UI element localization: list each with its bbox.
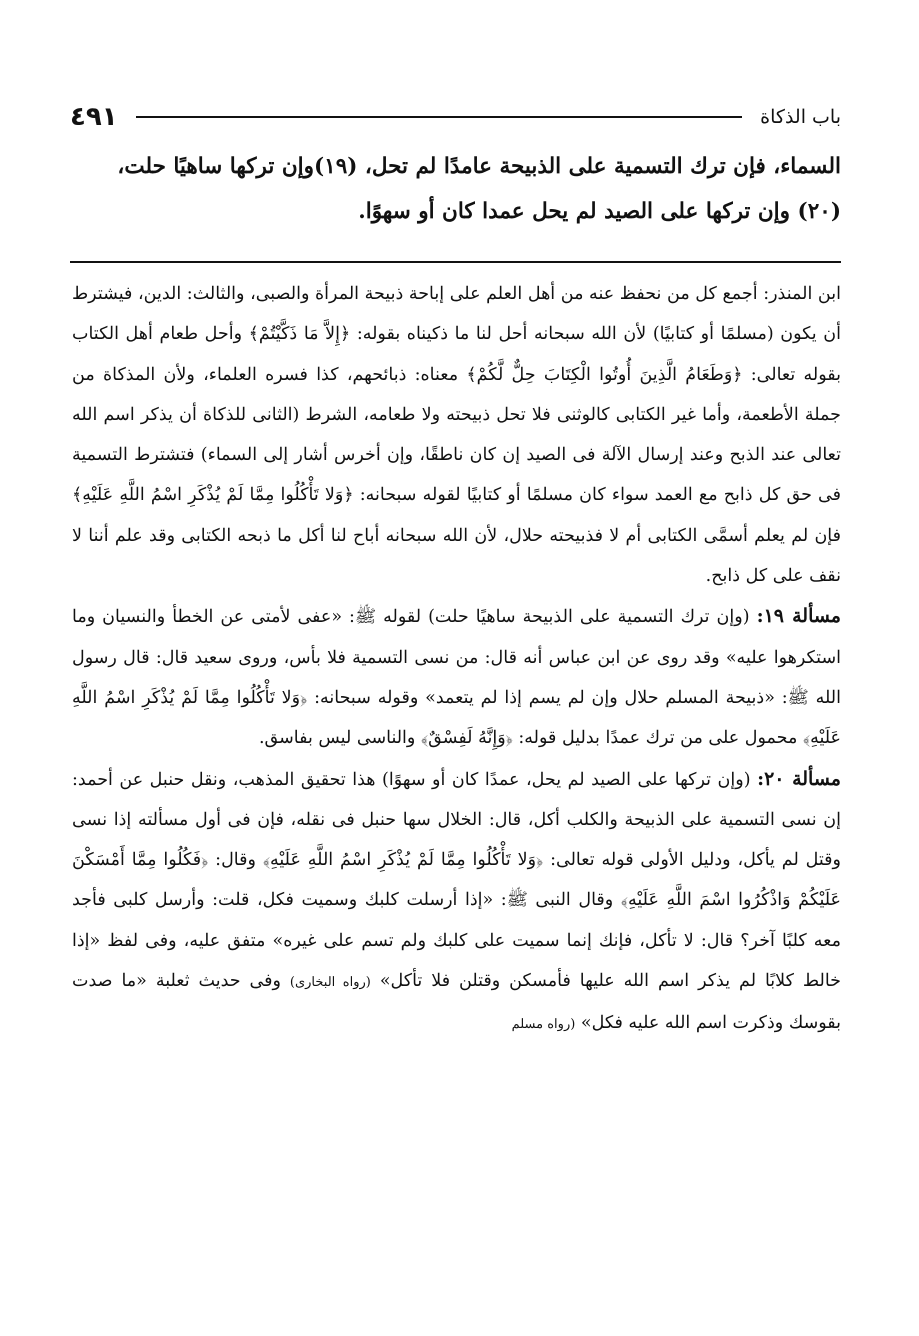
masala-20-text-continued: وفى حديث ثعلبة «ما صدت بقوسك وذكرت اسم الله عليه فكل» xyxy=(72,971,841,1034)
masala-20-text: (وإن تركها على الصيد لم يحل، عمدًا كان أو سهوًا) هذا تحقيق المذهب، ونقل حنبل عن أحمد: إن نسى التسمية على الذبيحة والكلب أكل، قال: الخلال سها حنبل فى نقله، فإن فى أول مسألته إذا نسى وقتل لم يأكل، ودليل الأولى قوله تعالى: ﴿وَلا تَأْكُلُوا مِمَّا لَمْ يُذْكَرِ اسْمُ اللَّهِ عَلَيْهِ﴾ وقال: ﴿فَكُلُوا مِمَّا أَمْسَكْنَ عَلَيْكُمْ وَاذْكُرُوا اسْمَ اللَّهِ عَلَيْهِ﴾ وقال النبى ﷺ: «إذا أرسلت كلبك وسميت فكل، قلت: وأرسل كلبى فأجد معه كلبًا آخر؟ قال: لا تأكل، فإنك إنما سميت على كلبك ولم تسم على غيره» متفق عليه، وفى لفظ «إذا خالط كلابًا لم يذكر اسم الله عليها فأمسكن وقتلن فلا تأكل» xyxy=(72,769,841,992)
masala-19-label: مسألة ١٩: xyxy=(756,605,841,628)
header-rule xyxy=(136,116,743,118)
main-text-line-2: (٢٠) وإن تركها على الصيد لم يحل عمدا كان أو سهوًا. xyxy=(358,199,841,224)
main-text xyxy=(72,144,841,234)
page-number: ٤٩١ xyxy=(70,102,118,132)
text-separator-rule xyxy=(70,261,841,263)
masala-19-paragraph xyxy=(72,596,841,758)
main-text-line-1: السماء، فإن ترك التسمية على الذبيحة عامدًا لم تحل، (١٩)وإن تركها ساهيًا حلت، xyxy=(117,154,841,179)
masala-20-label: مسألة ٢٠: xyxy=(757,767,841,790)
hadith-source-bukhari: (رواه البخارى) xyxy=(289,975,371,991)
hadith-source-muslim: (رواه مسلم xyxy=(511,1017,576,1033)
running-header xyxy=(70,100,841,134)
chapter-title: باب الذكاة xyxy=(760,106,841,128)
commentary-paragraph: ابن المنذر: أجمع كل من نحفظ عنه من أهل العلم على إباحة ذبيحة المرأة والصبى، والثالث: الدين، فيشترط أن يكون (مسلمًا أو كتابيًا) لأن الله سبحانه أحل لنا ما ذكيناه بقوله: ﴿إِلاَّ مَا ذَكَّيْتُمْ﴾ وأحل طعام أهل الكتاب بقوله تعالى: ﴿وَطَعَامُ الَّذِينَ أُوتُوا الْكِتَابَ حِلٌّ لَّكُمْ﴾ معناه: ذبائحهم، كذا فسره العلماء، ولأن المذكاة من جملة الأطعمة، وأما غير الكتابى كالوثنى فلا تحل ذبيحته ولا طعامه، الشرط (الثانى للذكاة أن يذكر اسم الله تعالى عند الذبح وعند إرسال الآلة فى الصيد إن كان ناطقًا، وإن أخرس أشار إلى السماء) فتشترط التسمية فى حق كل ذابح مع العمد سواء كان مسلمًا أو كتابيًا لقوله سبحانه: ﴿وَلا تَأْكُلُوا مِمَّا لَمْ يُذْكَرِ اسْمُ اللَّهِ عَلَيْهِ﴾ فإن لم يعلم أسمَّى الكتابى أم لا فذبيحته حلال، لأن الله سبحانه أباح لنا أكل ما ذبحه الكتابى وقد علم أننا لا نقف على كل ذابح. xyxy=(72,284,841,587)
masala-20-paragraph xyxy=(72,759,841,1046)
masala-19-text: (وإن ترك التسمية على الذبيحة ساهيًا حلت) لقوله ﷺ: «عفى لأمتى عن الخطأ والنسيان وما استكرهوا عليه» وقد روى عن ابن عباس أنه قال: من نسى التسمية فلا بأس، وروى سعيد قال: قال رسول الله ﷺ: «ذبيحة المسلم حلال وإن لم يسم إذا لم يتعمد» وقوله سبحانه: ﴿وَلا تَأْكُلُوا مِمَّا لَمْ يُذْكَرِ اسْمُ اللَّهِ عَلَيْهِ﴾ محمول على من ترك عمدًا بدليل قوله: ﴿وَإِنَّهُ لَفِسْقٌ﴾ والناسى ليس بفاسق. xyxy=(72,607,841,749)
commentary xyxy=(72,274,841,1046)
